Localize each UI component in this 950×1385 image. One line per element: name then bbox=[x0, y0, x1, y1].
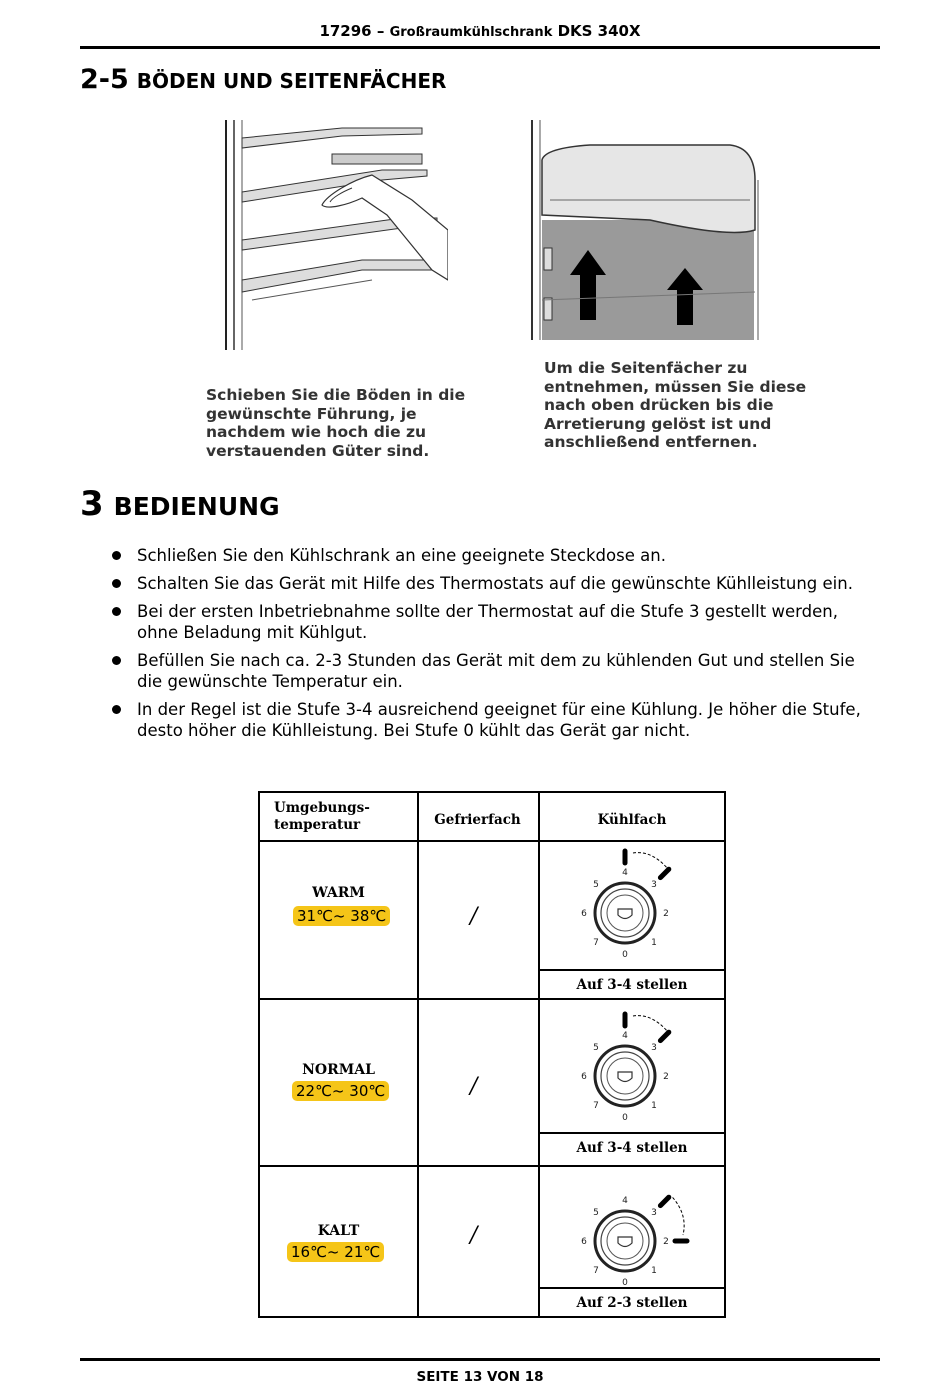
col-divider bbox=[417, 793, 419, 1316]
svg-text:1: 1 bbox=[651, 938, 657, 948]
shelf-illustration bbox=[222, 120, 448, 350]
thermostat-table bbox=[258, 791, 726, 1318]
svg-text:4: 4 bbox=[622, 868, 628, 878]
caption-shelves: Schieben Sie die Böden in die gewünschte Führung, je nachdem wie hoch die zu verstauenden Güter sind. bbox=[206, 386, 466, 460]
range-normal: 22℃~ 30℃ bbox=[292, 1081, 389, 1101]
svg-text:6: 6 bbox=[581, 909, 587, 919]
svg-text:0: 0 bbox=[622, 1113, 628, 1123]
range-warm: 31℃~ 38℃ bbox=[293, 906, 390, 926]
condition-normal: NORMAL bbox=[302, 1062, 375, 1078]
svg-text:6: 6 bbox=[581, 1072, 587, 1082]
svg-text:2: 2 bbox=[663, 1072, 669, 1082]
list-item: In der Regel ist die Stufe 3-4 ausreichend geeignet für eine Kühlung. Je höher die Stufe, desto höher die Kühlleistung. Bei Stufe 0 kühlt das Gerät gar nicht. bbox=[112, 699, 882, 741]
condition-kalt: KALT bbox=[317, 1223, 360, 1239]
svg-text:5: 5 bbox=[593, 1043, 599, 1053]
section-3-number: 3 bbox=[80, 484, 104, 524]
svg-text:4: 4 bbox=[622, 1031, 628, 1041]
thermostat-dial bbox=[581, 1196, 687, 1285]
svg-text:2: 2 bbox=[663, 909, 669, 919]
thermostat-dial bbox=[581, 1014, 669, 1123]
list-item: Schalten Sie das Gerät mit Hilfe des Thermostats auf die gewünschte Kühlleistung ein. bbox=[112, 573, 882, 594]
svg-text:7: 7 bbox=[593, 938, 599, 948]
svg-text:5: 5 bbox=[593, 880, 599, 890]
range-kalt: 16℃~ 21℃ bbox=[287, 1242, 384, 1262]
svg-text:3: 3 bbox=[651, 1208, 657, 1218]
dial-warm bbox=[560, 843, 690, 967]
dial-normal bbox=[560, 1006, 690, 1130]
section-3-heading bbox=[80, 484, 280, 524]
svg-text:2: 2 bbox=[663, 1237, 669, 1247]
freezer-warm: / bbox=[470, 904, 478, 929]
list-item: Befüllen Sie nach ca. 2-3 Stunden das Gerät mit dem zu kühlenden Gut und stellen Sie die gewünschte Temperatur ein. bbox=[112, 650, 882, 692]
thermostat-dial bbox=[581, 851, 669, 960]
header-freezer: Gefrierfach bbox=[434, 812, 521, 828]
row-divider bbox=[260, 998, 724, 1000]
row-divider bbox=[539, 969, 724, 971]
list-item: Bei der ersten Inbetriebnahme sollte der Thermostat auf die Stufe 3 gestellt werden, ohne Beladung mit Kühlgut. bbox=[112, 601, 882, 643]
footer-rule bbox=[80, 1358, 880, 1361]
row-divider bbox=[260, 1165, 724, 1167]
setting-kalt: Auf 2-3 stellen bbox=[576, 1295, 688, 1311]
operation-list bbox=[112, 545, 882, 748]
caption-side-compartments: Um die Seitenfächer zu entnehmen, müssen Sie diese nach oben drücken bis die Arretierung gelöst ist und anschließend entfernen. bbox=[544, 359, 807, 451]
doc-model: DKS 340X bbox=[557, 22, 641, 40]
svg-text:0: 0 bbox=[622, 950, 628, 960]
col-divider bbox=[538, 793, 540, 1316]
svg-text:4: 4 bbox=[622, 1196, 628, 1206]
list-item: Schließen Sie den Kühlschrank an eine geeignete Steckdose an. bbox=[112, 545, 882, 566]
dial-kalt bbox=[560, 1171, 690, 1285]
row-divider bbox=[539, 1132, 724, 1134]
section-2-5-heading bbox=[80, 64, 446, 95]
svg-text:3: 3 bbox=[651, 1043, 657, 1053]
header-fridge: Kühlfach bbox=[597, 812, 667, 828]
condition-warm: WARM bbox=[312, 885, 365, 901]
section-3-title: BEDIENUNG bbox=[113, 492, 280, 521]
side-compartment-illustration bbox=[530, 120, 768, 340]
svg-text:0: 0 bbox=[622, 1278, 628, 1285]
doc-title: Großraumkühlschrank bbox=[389, 25, 553, 40]
header-ambient-temp: Umgebungs- temperatur bbox=[274, 800, 370, 833]
row-divider bbox=[260, 840, 724, 842]
row-divider bbox=[539, 1287, 724, 1289]
setting-warm: Auf 3-4 stellen bbox=[576, 977, 688, 993]
svg-text:3: 3 bbox=[651, 880, 657, 890]
section-2-5-number: 2-5 bbox=[80, 64, 129, 95]
freezer-kalt: / bbox=[470, 1223, 478, 1248]
doc-number: 17296 – bbox=[319, 22, 385, 40]
svg-text:1: 1 bbox=[651, 1266, 657, 1276]
page-header bbox=[80, 22, 880, 40]
svg-text:1: 1 bbox=[651, 1101, 657, 1111]
freezer-normal: / bbox=[470, 1074, 478, 1099]
section-2-5-title: BÖDEN UND SEITENFÄCHER bbox=[136, 69, 447, 93]
header-rule bbox=[80, 46, 880, 49]
svg-text:6: 6 bbox=[581, 1237, 587, 1247]
svg-text:5: 5 bbox=[593, 1208, 599, 1218]
page-number: SEITE 13 VON 18 bbox=[416, 1369, 544, 1385]
svg-text:7: 7 bbox=[593, 1266, 599, 1276]
svg-text:7: 7 bbox=[593, 1101, 599, 1111]
setting-normal: Auf 3-4 stellen bbox=[576, 1140, 688, 1156]
